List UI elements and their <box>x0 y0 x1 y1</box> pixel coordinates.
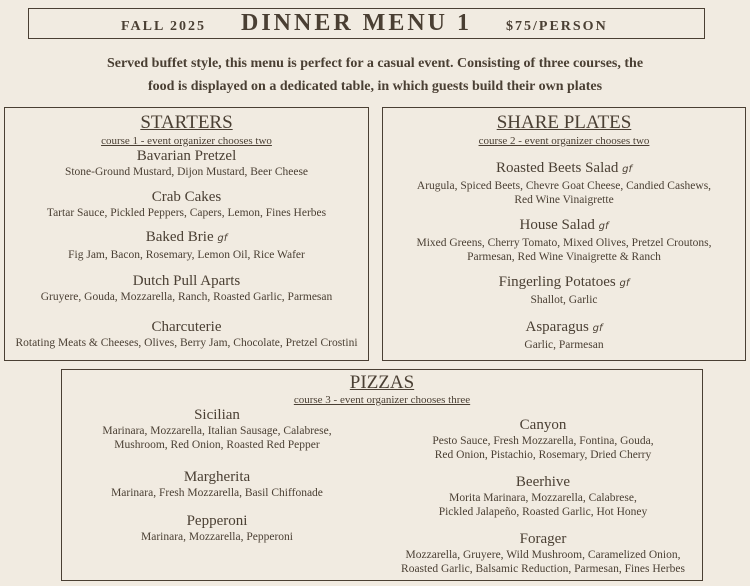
item-description: Mozzarella, Gruyere, Wild Mushroom, Caramelized Onion, <box>405 549 681 561</box>
intro-line: Served buffet style, this menu is perfect for a casual event. Consisting of three courses, the <box>106 56 644 71</box>
intro-text <box>40 52 710 98</box>
gluten-free-mark: gf <box>592 323 603 334</box>
intro-line: food is displayed on a dedicated table, in which guests build their own plates <box>147 79 603 94</box>
price-label: $75/PERSON <box>506 19 608 34</box>
menu-item <box>384 473 702 519</box>
item-name: House Salad <box>519 217 595 233</box>
item-description: Garlic, Parmesan <box>524 339 604 351</box>
pizzas-section <box>61 369 703 581</box>
section-subtitle: course 3 - event organizer chooses three <box>293 394 471 406</box>
item-description: Arugula, Spiced Beets, Chevre Goat Cheese, Candied Cashews, <box>416 180 712 192</box>
item-name: Roasted Beets Salad <box>495 160 619 176</box>
item-description: Marinara, Mozzarella, Pepperoni <box>141 531 293 543</box>
menu-item <box>67 512 367 544</box>
share-plates-section <box>382 107 746 361</box>
gluten-free-mark: gf <box>619 278 630 289</box>
menu-item <box>383 318 745 352</box>
menu-item <box>67 468 367 500</box>
item-name: Sicilian <box>194 407 240 423</box>
item-description: Roasted Garlic, Balsamic Reduction, Parmesan, Fines Herbes <box>401 563 685 575</box>
item-description: Tartar Sauce, Pickled Peppers, Capers, Lemon, Fines Herbes <box>46 207 327 219</box>
item-description: Gruyere, Gouda, Mozzarella, Ranch, Roasted Garlic, Parmesan <box>40 291 333 303</box>
item-name: Pepperoni <box>186 513 248 529</box>
gluten-free-mark: gf <box>598 221 609 232</box>
item-name: Dutch Pull Aparts <box>132 273 241 289</box>
item-description: Stone-Ground Mustard, Dijon Mustard, Beer Cheese <box>64 166 309 178</box>
item-description: Marinara, Fresh Mozzarella, Basil Chiffonade <box>111 487 323 499</box>
item-name: Bavarian Pretzel <box>136 148 237 164</box>
item-description: Mushroom, Red Onion, Roasted Red Pepper <box>114 439 320 451</box>
item-description: Mixed Greens, Cherry Tomato, Mixed Olives, Pretzel Croutons, <box>416 237 712 249</box>
item-description: Fig Jam, Bacon, Rosemary, Lemon Oil, Rice Wafer <box>68 249 305 261</box>
item-description: Red Onion, Pistachio, Rosemary, Dried Cherry <box>434 449 652 461</box>
section-subtitle: course 2 - event organizer chooses two <box>478 135 650 147</box>
starters-section <box>4 107 369 361</box>
item-description: Pesto Sauce, Fresh Mozzarella, Fontina, Gouda, <box>432 435 654 447</box>
item-name: Fingerling Potatoes <box>498 274 616 290</box>
menu-item <box>5 188 368 220</box>
section-title: SHARE PLATES <box>496 112 632 133</box>
menu-item <box>67 406 367 452</box>
menu-header <box>28 8 705 39</box>
section-title: STARTERS <box>140 112 233 133</box>
section-title: PIZZAS <box>349 372 415 393</box>
season-label: FALL 2025 <box>121 19 207 34</box>
menu-item <box>384 416 702 462</box>
item-name: Canyon <box>519 417 567 433</box>
section-subtitle: course 1 - event organizer chooses two <box>101 135 272 147</box>
menu-item <box>383 273 745 307</box>
item-description: Shallot, Garlic <box>530 294 598 306</box>
menu-item <box>5 272 368 304</box>
item-name: Beerhive <box>515 474 571 490</box>
item-description: Red Wine Vinaigrette <box>514 194 614 206</box>
item-name: Charcuterie <box>151 319 222 335</box>
item-description: Marinara, Mozzarella, Italian Sausage, Calabrese, <box>102 425 332 437</box>
menu-title: DINNER MENU 1 <box>241 10 472 36</box>
gluten-free-mark: gf <box>217 233 228 244</box>
item-description: Rotating Meats & Cheeses, Olives, Berry Jam, Chocolate, Pretzel Crostini <box>15 337 358 349</box>
item-description: Parmesan, Red Wine Vinaigrette & Ranch <box>467 251 661 263</box>
menu-item <box>5 318 368 350</box>
item-name: Asparagus <box>525 319 589 335</box>
item-name: Crab Cakes <box>151 189 222 205</box>
item-name: Baked Brie <box>145 229 214 245</box>
menu-item <box>383 216 745 264</box>
menu-item <box>383 159 745 207</box>
gluten-free-mark: gf <box>622 164 633 175</box>
item-name: Margherita <box>183 469 251 485</box>
item-name: Forager <box>519 531 567 547</box>
item-description: Pickled Jalapeño, Roasted Garlic, Hot Honey <box>438 506 648 518</box>
item-description: Morita Marinara, Mozzarella, Calabrese, <box>449 492 637 504</box>
menu-item <box>384 530 702 576</box>
menu-item <box>5 147 368 179</box>
menu-item <box>5 228 368 262</box>
